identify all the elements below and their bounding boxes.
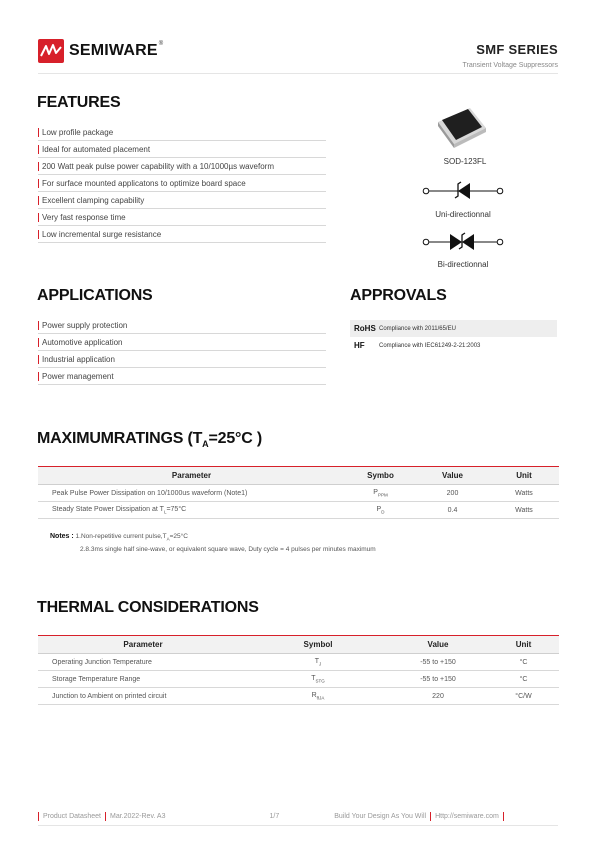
footer-slogan: Build Your Design As You Will [334, 813, 427, 820]
footer-page-number: 1/7 [269, 813, 280, 820]
list-item: Power supply protection [38, 317, 326, 334]
series-subtitle: Transient Voltage Suppressors [462, 62, 558, 69]
unit-cell: °C [488, 671, 559, 688]
unit-cell: Watts [489, 485, 559, 502]
applications-heading: APPLICATIONS [37, 287, 153, 304]
features-heading: FEATURES [37, 94, 121, 111]
table-row [38, 688, 559, 705]
table-header-row [38, 636, 559, 654]
col-header-value: Value [388, 636, 488, 654]
approval-row-hf: HF Compliance with IEC61249-2-21:2003 [354, 341, 481, 350]
symbol-cell: $T_J$ [248, 654, 388, 671]
approvals-heading: APPROVALS [350, 287, 447, 304]
uni-directional-diode-symbol [420, 180, 506, 202]
max-ratings-heading: MAXIMUMRATINGS ($T_A=25^\circ C$ ) [37, 430, 262, 450]
table-row [38, 654, 559, 671]
thermal-heading: THERMAL CONSIDERATIONS [37, 599, 259, 616]
footer-doc-type: Product Datasheet [43, 813, 101, 820]
table-row [38, 502, 559, 519]
col-header-symbol: Symbo [345, 467, 416, 485]
list-item: Very fast response time [38, 209, 326, 226]
max-ratings-table [38, 466, 559, 519]
note-1: Notes : 1.Non-repetitive current $pulse,T_A=25^\circ C$ [50, 533, 188, 542]
list-item: Industrial application [38, 351, 326, 368]
approval-row-rohs: RoHS Compliance with 2011/65/EU [350, 320, 557, 337]
thermal-table [38, 635, 559, 705]
sod123fl-package-image [432, 102, 492, 154]
semiware-logo-mark [38, 39, 64, 63]
features-list [38, 124, 326, 243]
package-label: SOD-123FL [443, 157, 487, 166]
unit-cell: Watts [489, 502, 559, 519]
col-header-symbol: Symbol [248, 636, 388, 654]
param-cell: Operating Junction Temperature [38, 654, 248, 671]
brand-name: SEMIWARE [69, 42, 158, 59]
symbol-cell: $P_{PPM}$ [345, 485, 416, 502]
table-header-row [38, 467, 559, 485]
symbol-cell: $P_D$ [345, 502, 416, 519]
unit-cell: °C/W [488, 688, 559, 705]
footer-divider [38, 825, 558, 826]
param-cell: Peak Pulse Power Dissipation on 10/1000us waveform (Note1) [38, 485, 345, 502]
list-item: Low incremental surge resistance [38, 226, 326, 243]
bi-directional-diode-symbol [420, 231, 506, 253]
symbol-cell: $T_{STG}$ [248, 671, 388, 688]
col-header-unit: Unit [488, 636, 559, 654]
value-cell: -55 to +150 [388, 654, 488, 671]
param-cell: Storage Temperature Range [38, 671, 248, 688]
note-2: 2.8.3ms single half sine-wave, or equivalent square wave, Duty cycle = 4 pulses per minutes maximum [80, 546, 376, 554]
list-item: 200 Watt peak pulse power capability with a 10/1000µs waveform [38, 158, 326, 175]
col-header-value: Value [416, 467, 489, 485]
list-item: Power management [38, 368, 326, 385]
list-item: Excellent clamping capability [38, 192, 326, 209]
list-item: Ideal for automated placement [38, 141, 326, 158]
value-cell: 220 [388, 688, 488, 705]
value-cell: 0.4 [416, 502, 489, 519]
param-cell: Steady State Power Dissipation at $T_L=75^\circ C$ [38, 502, 345, 519]
notes [50, 531, 376, 555]
table-row [38, 485, 559, 502]
unit-cell: °C [488, 654, 559, 671]
header-divider [38, 73, 558, 74]
page-footer [38, 812, 557, 821]
company-logo [38, 38, 163, 64]
param-cell: Junction to Ambient on printed circuit [38, 688, 248, 705]
symbol-cell: $R_{\theta JA}$ [248, 688, 388, 705]
col-header-parameter: Parameter [38, 636, 248, 654]
footer-url[interactable]: Http://semiware.com [435, 813, 499, 820]
value-cell: 200 [416, 485, 489, 502]
list-item: For surface mounted applicatons to optimize board space [38, 175, 326, 192]
applications-list [38, 317, 326, 385]
series-title: SMF SERIES [476, 42, 558, 57]
approvals-table [350, 320, 557, 354]
bi-directional-label: Bi-directionnal [437, 260, 489, 269]
table-row [38, 671, 559, 688]
list-item: Automotive application [38, 334, 326, 351]
value-cell: -55 to +150 [388, 671, 488, 688]
uni-directional-label: Uni-directionnal [435, 210, 491, 219]
footer-revision: Mar.2022-Rev. A3 [109, 813, 166, 820]
registered-mark: ® [158, 41, 164, 47]
list-item: Low profile package [38, 124, 326, 141]
col-header-unit: Unit [489, 467, 559, 485]
col-header-parameter: Parameter [38, 467, 345, 485]
